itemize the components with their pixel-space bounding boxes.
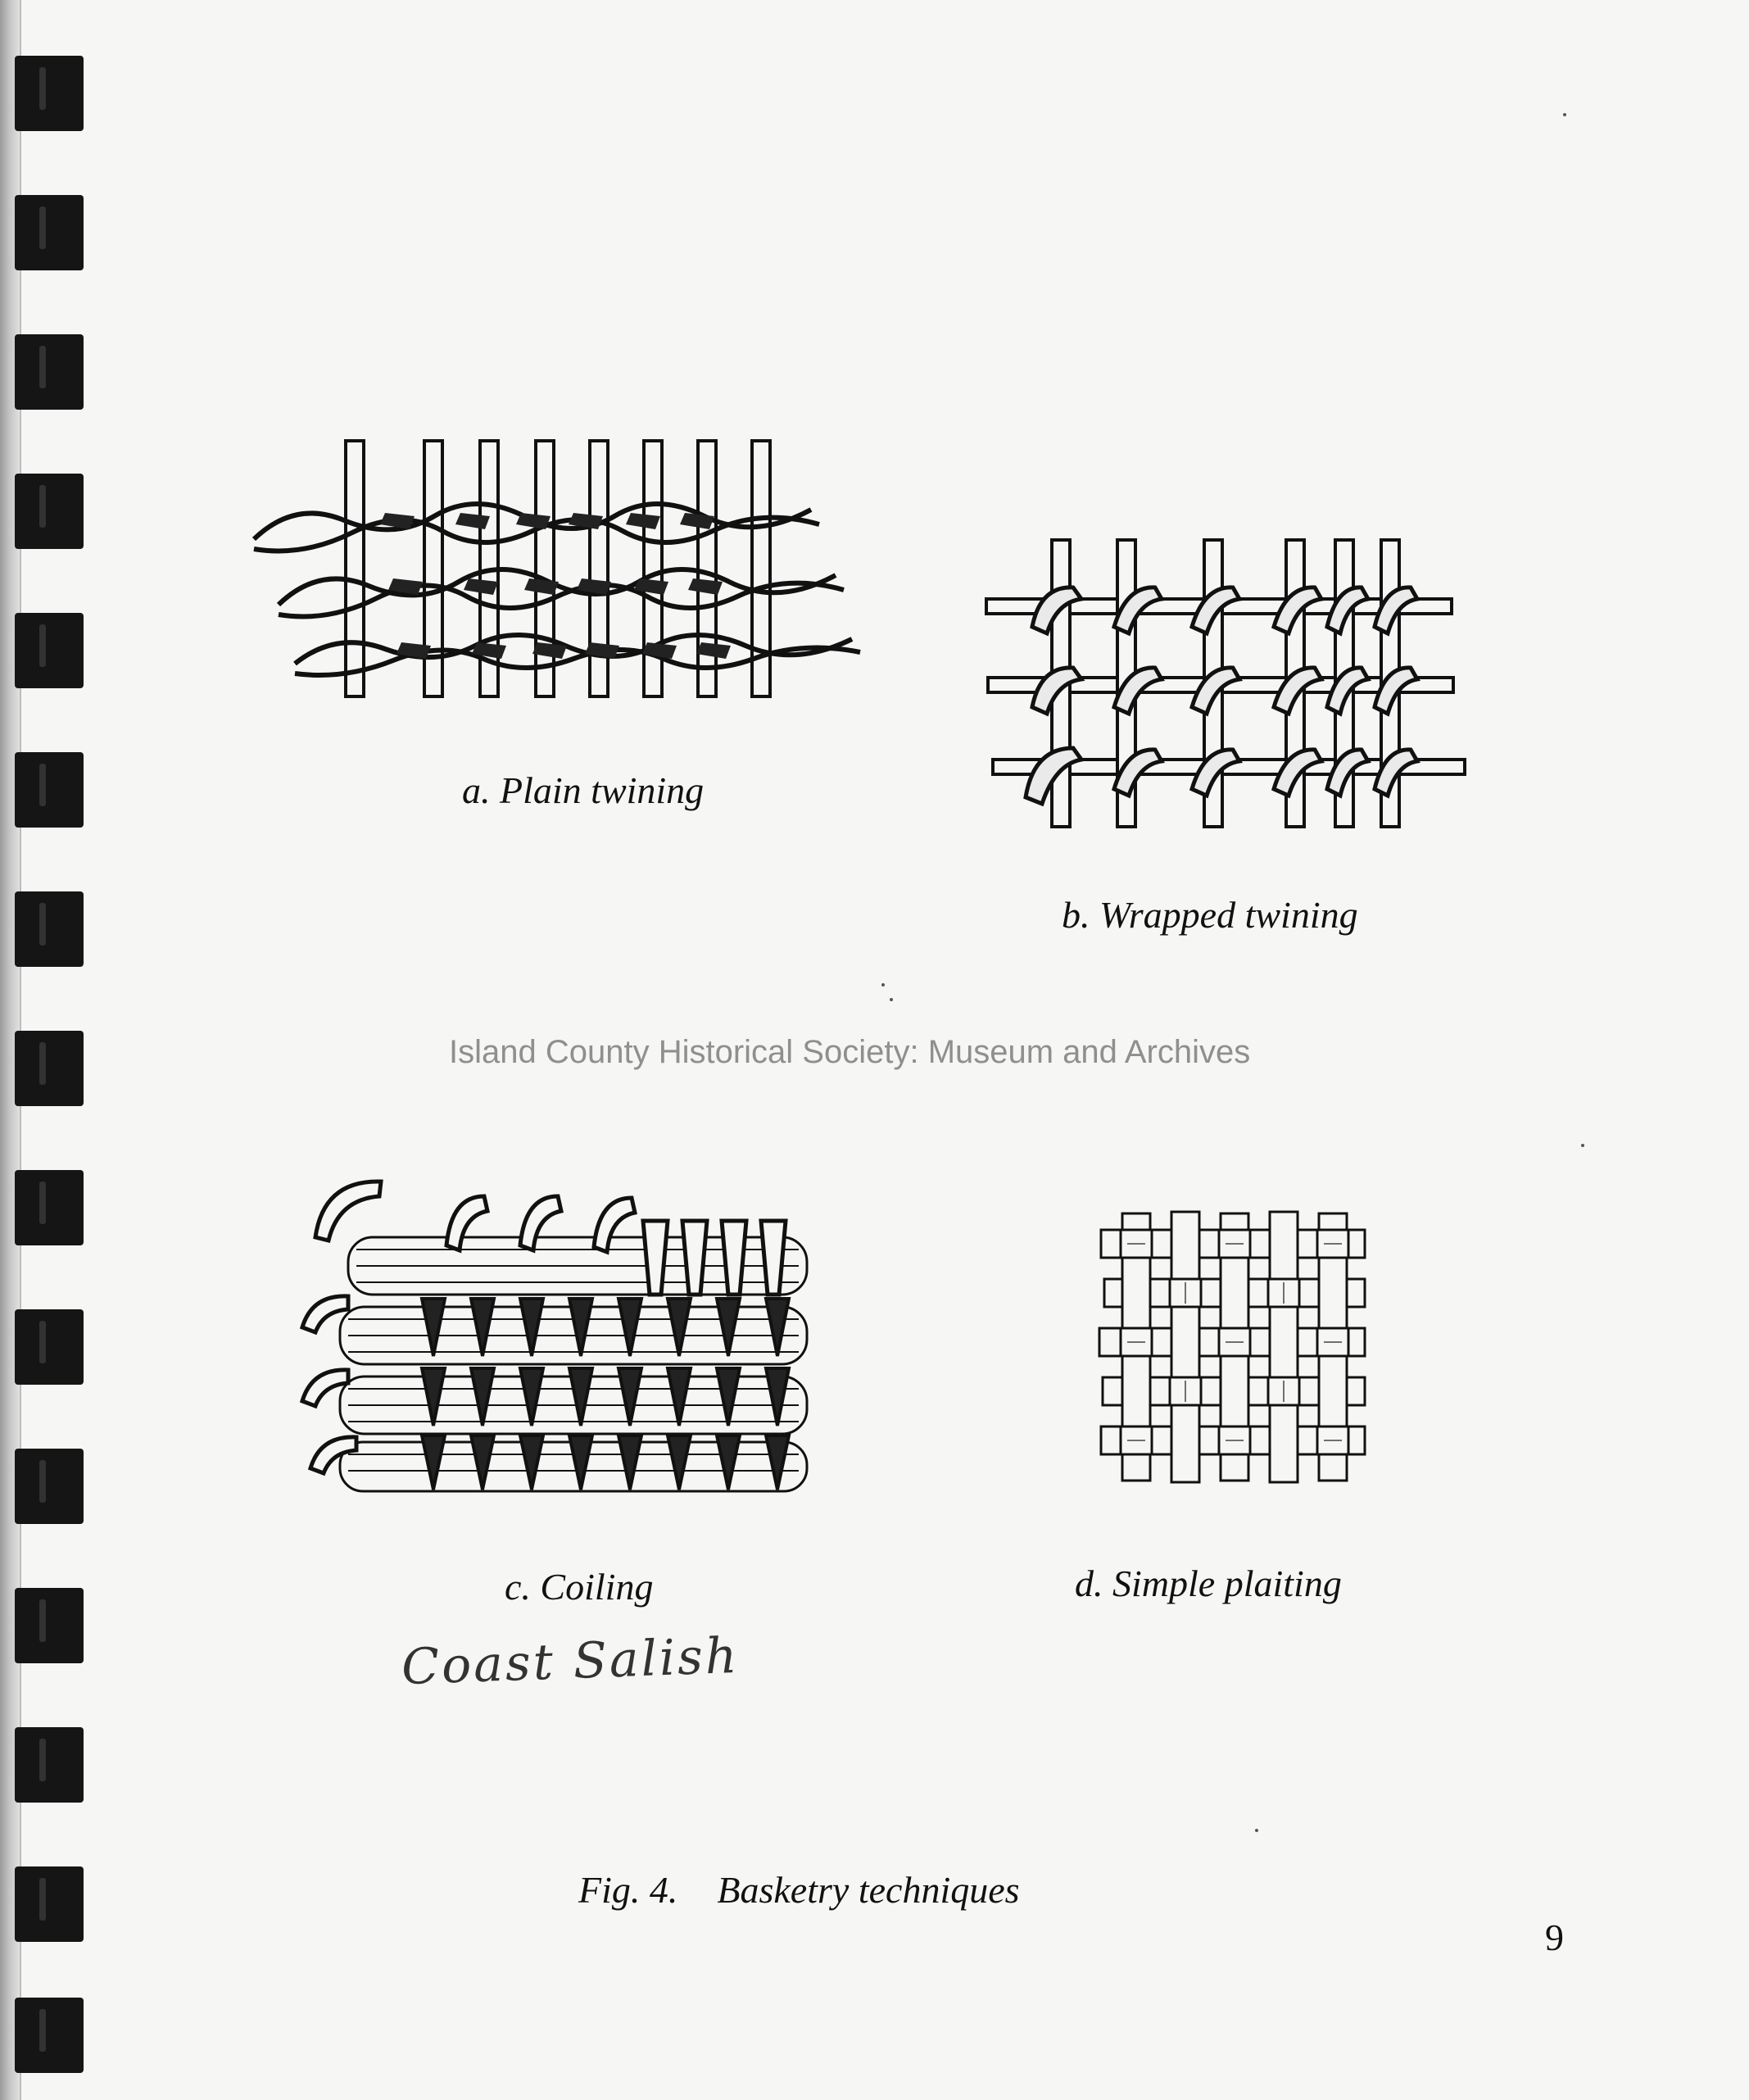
simple-plaiting-illustration — [1098, 1209, 1376, 1487]
coiling-illustration — [291, 1172, 840, 1508]
watermark: Island County Historical Society: Museum and Archives — [449, 1034, 1251, 1070]
speck — [1581, 1144, 1584, 1147]
binding-hole — [15, 613, 84, 688]
binding-hole — [15, 474, 84, 549]
binding-hole — [15, 195, 84, 270]
binding-hole — [15, 1449, 84, 1524]
figure-caption — [578, 1868, 1020, 1912]
binding-hole — [15, 752, 84, 828]
caption-simple-plaiting: d. Simple plaiting — [1075, 1563, 1342, 1604]
binding-hole — [15, 334, 84, 410]
binding-hole — [15, 1031, 84, 1106]
caption-plain-twining: a. Plain twining — [462, 769, 705, 811]
page-number: 9 — [1545, 1916, 1564, 1958]
binding-hole — [15, 1588, 84, 1663]
caption-coiling: c. Coiling — [505, 1566, 654, 1608]
speck — [1255, 1829, 1258, 1832]
binding-hole — [15, 1866, 84, 1942]
speck — [1563, 113, 1566, 116]
binding-hole — [15, 1170, 84, 1245]
binding-hole — [15, 1727, 84, 1803]
binding-hole — [15, 891, 84, 967]
binding-hole — [15, 1309, 84, 1385]
figure-title: Basketry techniques — [717, 1869, 1020, 1911]
speck — [881, 983, 885, 987]
plain-twining-illustration — [246, 434, 877, 705]
binding-hole — [15, 1998, 84, 2073]
binding-hole — [15, 56, 84, 131]
speck — [890, 998, 893, 1001]
caption-wrapped-twining: b. Wrapped twining — [1062, 894, 1358, 936]
spiral-binding — [15, 0, 88, 2100]
figure-number: Fig. 4. — [578, 1869, 678, 1911]
handwritten-note: Coast Salish — [400, 1626, 741, 1697]
wrapped-twining-illustration — [983, 537, 1475, 832]
